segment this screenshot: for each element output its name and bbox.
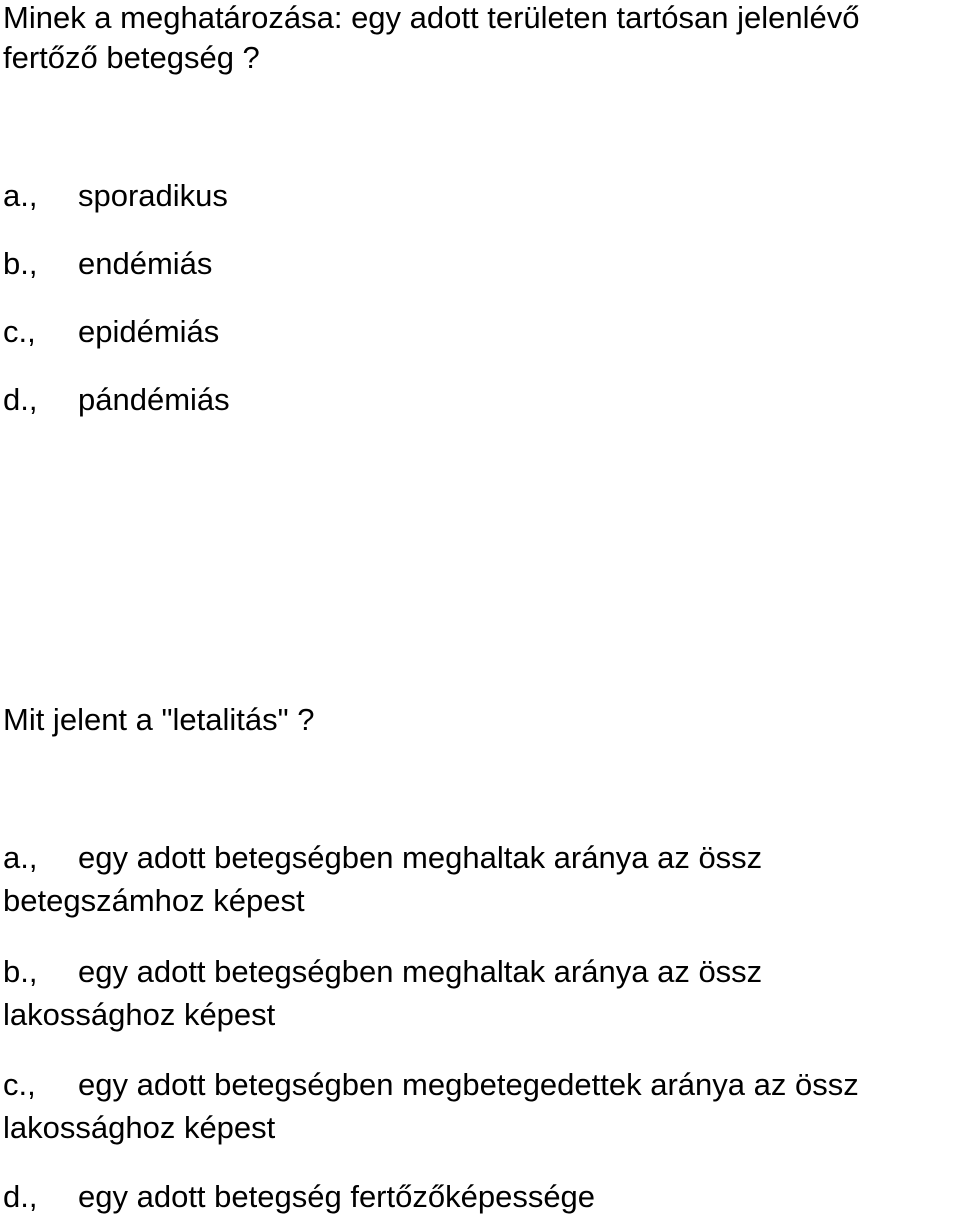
- question-1-line-2: fertőző betegség ?: [3, 40, 260, 75]
- option-label: a.,: [3, 178, 38, 213]
- question-2-option-c: [3, 1068, 958, 1102]
- option-text: egy adott betegségben meghaltak aránya az össz: [78, 840, 763, 875]
- question-2-option-c-continuation: lakossághoz képest: [3, 1110, 276, 1145]
- option-label: b.,: [3, 954, 38, 989]
- question-2-option-a-continuation: betegszámhoz képest: [3, 883, 305, 918]
- option-text: pándémiás: [78, 382, 230, 417]
- question-1-option-a: [3, 179, 958, 213]
- question-1-line-1: Minek a meghatározása: egy adott területen tartósan jelenlévő: [3, 0, 860, 35]
- question-2-option-b-continuation: lakossághoz képest: [3, 997, 276, 1032]
- question-2-option-d: [3, 1180, 958, 1214]
- question-2-option-b: [3, 955, 958, 989]
- question-2-line-1: Mit jelent a "letalitás" ?: [3, 702, 315, 737]
- option-text: egy adott betegség fertőzőképessége: [78, 1179, 596, 1214]
- option-label: d.,: [3, 1179, 38, 1214]
- option-text: endémiás: [78, 246, 213, 281]
- question-1-option-b: [3, 247, 958, 281]
- option-text: epidémiás: [78, 314, 220, 349]
- question-1-option-d: [3, 383, 958, 417]
- option-label: a.,: [3, 840, 38, 875]
- option-label: c.,: [3, 1067, 36, 1102]
- option-text: egy adott betegségben meghaltak aránya az össz: [78, 954, 763, 989]
- option-text: sporadikus: [78, 178, 228, 213]
- option-text: egy adott betegségben megbetegedettek aránya az össz: [78, 1067, 859, 1102]
- question-1-option-c: [3, 315, 958, 349]
- option-label: d.,: [3, 382, 38, 417]
- option-label: b.,: [3, 246, 38, 281]
- option-label: c.,: [3, 314, 36, 349]
- question-2-option-a: [3, 841, 958, 875]
